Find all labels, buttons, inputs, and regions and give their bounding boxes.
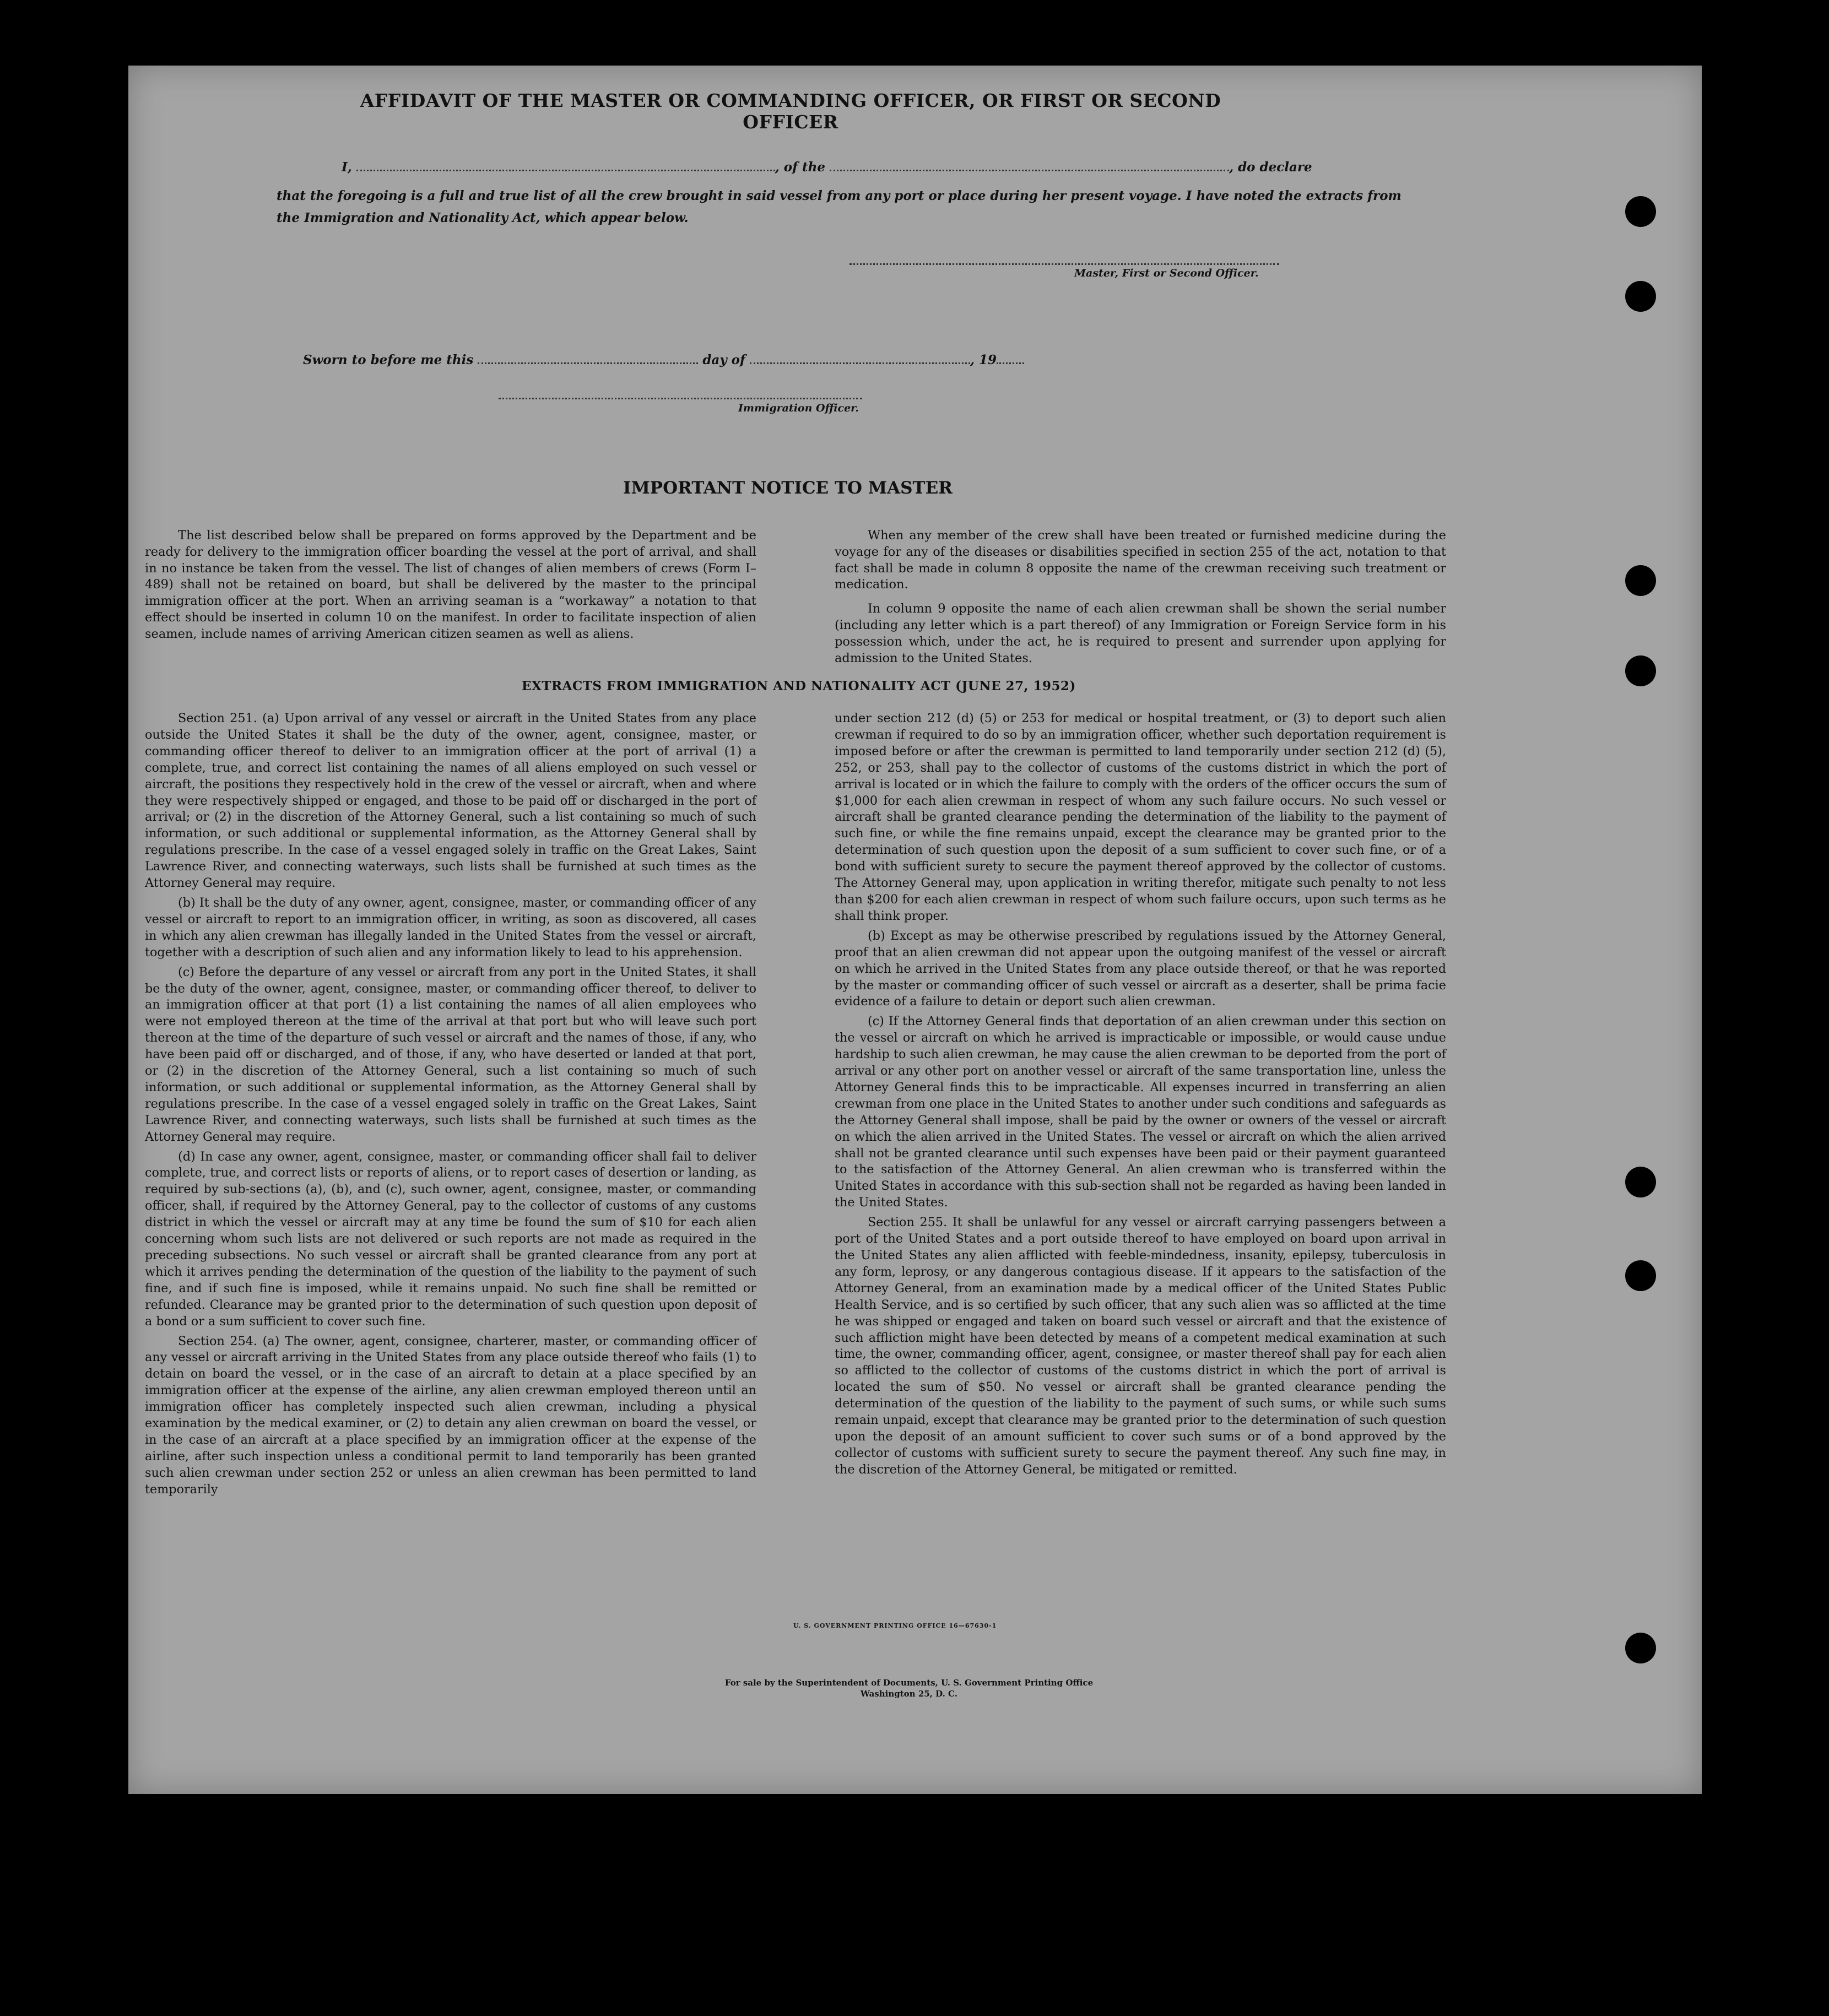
binder-hole-7 [1625, 1633, 1656, 1663]
sworn-label: Sworn to before me this [303, 353, 474, 367]
sale-line-2: Washington 25, D. C. [861, 1689, 957, 1699]
master-signature-label: Master, First or Second Officer. [1074, 267, 1259, 279]
binder-hole-6 [1625, 1260, 1656, 1291]
sworn-day-blank[interactable] [478, 362, 698, 364]
officer-signature-label: Immigration Officer. [738, 402, 859, 414]
notice-right-column [835, 528, 1446, 666]
section-255: Section 255. It shall be unlawful for any vessel or aircraft carrying passengers between a port of the United States and a port outside thereof to have employed on board upon arrival in the United States any alien afflicted with feeble-mindedness, insanity, epilepsy, tuberculosis in any form, leprosy, or any dangerous contagious disease. If it appears to the satisfaction of the Attorney General, from an examination made by a medical officer of the United States Public Health Service, and is so certified by such officer, that any such alien was so afflicted at the time he was shipped or engaged and taken on board such vessel or aircraft and that the existence of such affliction might have been detected by means of a competent medical examination at such time, the owner, commanding officer, agent, consignee, or master thereof shall pay for each alien so afflicted to the collector of customs of the customs district in which the port of arrival is located the sum of $50. No vessel or aircraft shall be granted clearance pending the determination of the question of the liability to the payment of such sums, or while such sums remain unpaid, except that clearance may be granted prior to the determination of such question upon the deposit of an amount sufficient to cover such sums or of a bond approved by the collector of customs with sufficient surety to secure the payment thereof. Any such fine may, in the discretion of the Attorney General, be mitigated or remitted. [835, 1215, 1446, 1477]
gpo-print-line: U. S. GOVERNMENT PRINTING OFFICE 16—67630-1 [793, 1622, 997, 1629]
binder-hole-2 [1625, 281, 1656, 312]
of-the-label: , of the [775, 160, 826, 175]
section-251c: (c) Before the departure of any vessel or aircraft from any port in the United States, it shall be the duty of the owner, agent, consignee, master, or commanding officer thereof, to deliver to an immigration officer at that port (1) a list containing the names of all alien employees who were not employed thereon at the time of the arrival at that port but who will leave such port thereon at the time of the departure of such vessel or aircraft and the names of those, if any, who have been paid off or discharged, and of those, if any, who have deserted or landed at that port, or (2) in the discretion of the Attorney General, such a list containing so much of such information, or such additional or supplemental information, as the Attorney General shall by regulations prescribe. In the case of a vessel engaged solely in traffic on the Great Lakes, Saint Lawrence River, and connecting waterways, such lists shall be furnished at such times as the Attorney General may require. [145, 964, 756, 1144]
extracts-right-column [835, 711, 1446, 1478]
extracts-title: EXTRACTS FROM IMMIGRATION AND NATIONALITY ACT (JUNE 27, 1952) [522, 679, 1076, 693]
sworn-fill-line [303, 353, 1024, 367]
section-254a: Section 254. (a) The owner, agent, consignee, charterer, master, or commanding officer of any vessel or aircraft arriving in the United States from any place outside thereof who fails (1) to detain on board the vessel, or in the case of an aircraft to detain at a place specified by an immigration officer at the expense of the airline, any alien crewman employed thereon until an immigration officer has completely inspected such alien crewman, including a physical examination by the medical examiner, or (2) to detain any alien crewman on board the vessel, or in the case of an aircraft at a place specified by an immigration officer at the expense of the airline, after such inspection unless a conditional permit to land temporarily has been granted such alien crewman under section 252 or unless an alien crewman has been permitted to land temporarily [145, 1334, 756, 1497]
section-251b: (b) It shall be the duty of any owner, agent, consignee, master, or commanding officer of any vessel or aircraft to report to an immigration officer, in writing, as soon as discovered, all cases in which any alien crewman has illegally landed in the United States from the vessel or aircraft, together with a description of such alien and any information likely to lead to his apprehension. [145, 895, 756, 960]
binder-hole-4 [1625, 655, 1656, 686]
sale-line-1: For sale by the Superintendent of Documents, U. S. Government Printing Office [724, 1678, 1094, 1688]
declaration-fill-line [342, 160, 1312, 175]
section-254a-continued: under section 212 (d) (5) or 253 for medical or hospital treatment, or (3) to deport such alien crewman if required to do so by an immigration officer, whether such deportation requirement is imposed before or after the crewman is permitted to land temporarily under section 212 (d) (5), 252, or 253, shall pay to the collector of customs of the customs district in which the port of arrival is located or in which the failure to comply with the orders of the officer occurs the sum of $1,000 for each alien crewman in respect of whom any such failure occurs. No such vessel or aircraft shall be granted clearance pending the determination of the liability to the payment of such fine, or while the fine remains unpaid, except the clearance may be granted prior to the determination of such question upon the deposit of a sum sufficient to cover such fine, or of a bond with sufficient surety to secure the payment thereof approved by the collector of customs. The Attorney General may, upon application in writing therefor, mitigate such penalty to not less than $200 for each alien crewman in respect of whom such failure occurs, upon such terms as he shall think proper. [835, 711, 1446, 923]
binder-hole-3 [1625, 565, 1656, 596]
section-254c: (c) If the Attorney General finds that deportation of an alien crewman under this section on the vessel or aircraft on which he arrived is impracticable or impossible, or would cause undue hardship to such alien crewman, he may cause the alien crewman to be deported from the port of arrival or any other port on another vessel or aircraft of the same transportation line, unless the Attorney General finds this to be impracticable. All expenses incurred in transferring an alien crewman from one place in the United States to another under such conditions and safeguards as the Attorney General shall impose, shall be paid by the owner or owners of the vessel or aircraft on which the alien arrived in the United States. The vessel or aircraft on which the alien arrived shall not be granted clearance until such expenses have been paid or their payment guaranteed to the satisfaction of the Attorney General. An alien crewman who is transferred within the United States in accordance with this sub-section shall not be regarded as having been landed in the United States. [835, 1014, 1446, 1210]
year-label: , 19 [970, 353, 997, 367]
binder-hole-1 [1625, 196, 1656, 227]
name-blank[interactable] [356, 170, 775, 171]
section-254b: (b) Except as may be otherwise prescribed by regulations issued by the Attorney General, proof that an alien crewman did not appear upon the outgoing manifest of the vessel or aircraft on which he arrived in the United States from any place outside thereof, or that he was reported by the master or commanding officer of such vessel or aircraft as a deserter, shall be prima facie evidence of a failure to detain or deport such alien crewman. [835, 928, 1446, 1009]
day-of-label: day of [702, 353, 745, 367]
notice-paragraph: When any member of the crew shall have been treated or furnished medicine during the voyage for any of the diseases or disabilities specified in section 255 of the act, notation to that fact shall be made in column 8 opposite the name of the crewman receiving such treatment or medication. [835, 528, 1446, 592]
i-label: I, [342, 160, 352, 175]
section-251d: (d) In case any owner, agent, consignee, master, or commanding officer shall fail to deliver complete, true, and correct lists or reports of aliens, or to report cases of desertion or landing, as required by sub-sections (a), (b), and (c), such owner, agent, consignee, master, or commanding officer, shall, if required by the Attorney General, pay to the collector of customs of any customs district in which the vessel or aircraft may at any time be found the sum of $10 for each alien concerning whom such lists are not delivered or such reports are not made as required in the preceding subsections. No such vessel or aircraft shall be granted clearance from any port at which it arrives pending the determination of the question of the liability to the payment of such fine, and if such fine is imposed, while it remains unpaid. No such fine shall be remitted or refunded. Clearance may be granted prior to the determination of such question upon deposit of a bond or a sum sufficient to cover such fine. [145, 1149, 756, 1329]
affidavit-title: AFFIDAVIT OF THE MASTER OR COMMANDING OFFICER, OR FIRST OR SECOND OFFICER [360, 90, 1221, 133]
notice-paragraph: In column 9 opposite the name of each alien crewman shall be shown the serial number (including any letter which is a part thereof) of any Immigration or Foreign Service form in his possession which, under the act, he is required to present and surrender upon applying for admission to the United States. [835, 601, 1446, 665]
extracts-left-column [145, 711, 756, 1498]
notice-left-column [145, 528, 756, 643]
notice-title: IMPORTANT NOTICE TO MASTER [623, 478, 953, 498]
notice-paragraph: The list described below shall be prepared on forms approved by the Department and be ready for delivery to the immigration officer boarding the vessel at the port of arrival, and shall in no instance be taken from the vessel. The list of changes of alien members of crews (Form I–489) shall not be retained on board, but shall be delivered by the master to the principal immigration officer at the port. When an arriving seaman is a “workaway” a notation to that effect should be inserted in column 10 on the manifest. In order to facilitate inspection of alien seamen, include names of arriving American citizen seamen as well as aliens. [145, 528, 756, 641]
officer-signature-line[interactable] [499, 398, 862, 399]
binder-hole-5 [1625, 1167, 1656, 1197]
master-signature-line[interactable] [849, 263, 1279, 265]
declaration-text: that the foregoing is a full and true list of all the crew brought in said vessel from any port or place during her present voyage. I have noted the extracts from the Immigration and Nationality Act, which appear below. [277, 188, 1401, 225]
do-declare-label: , do declare [1229, 160, 1312, 175]
section-251a: Section 251. (a) Upon arrival of any vessel or aircraft in the United States from any place outside the United States it shall be the duty of the owner, agent, consignee, master, or commanding officer thereof to deliver to an immigration officer at the port of arrival (1) a complete, true, and correct list containing the names of all aliens employed on such vessel or aircraft, the positions they respectively hold in the crew of the vessel or aircraft, when and where they were respectively shipped or engaged, and those to be paid off or discharged in the port of arrival; or (2) in the discretion of the Attorney General, such a list containing so much of such information, or such additional or supplemental information, as the Attorney General shall by regulations prescribe. In the case of a vessel engaged solely in traffic on the Great Lakes, Saint Lawrence River, and connecting waterways, such lists shall be furnished at such times as the Attorney General may require. [145, 711, 756, 891]
vessel-blank[interactable] [830, 170, 1229, 171]
sworn-year-blank[interactable] [997, 362, 1024, 364]
sale-notice [661, 1677, 1157, 1699]
sworn-month-blank[interactable] [750, 362, 970, 364]
